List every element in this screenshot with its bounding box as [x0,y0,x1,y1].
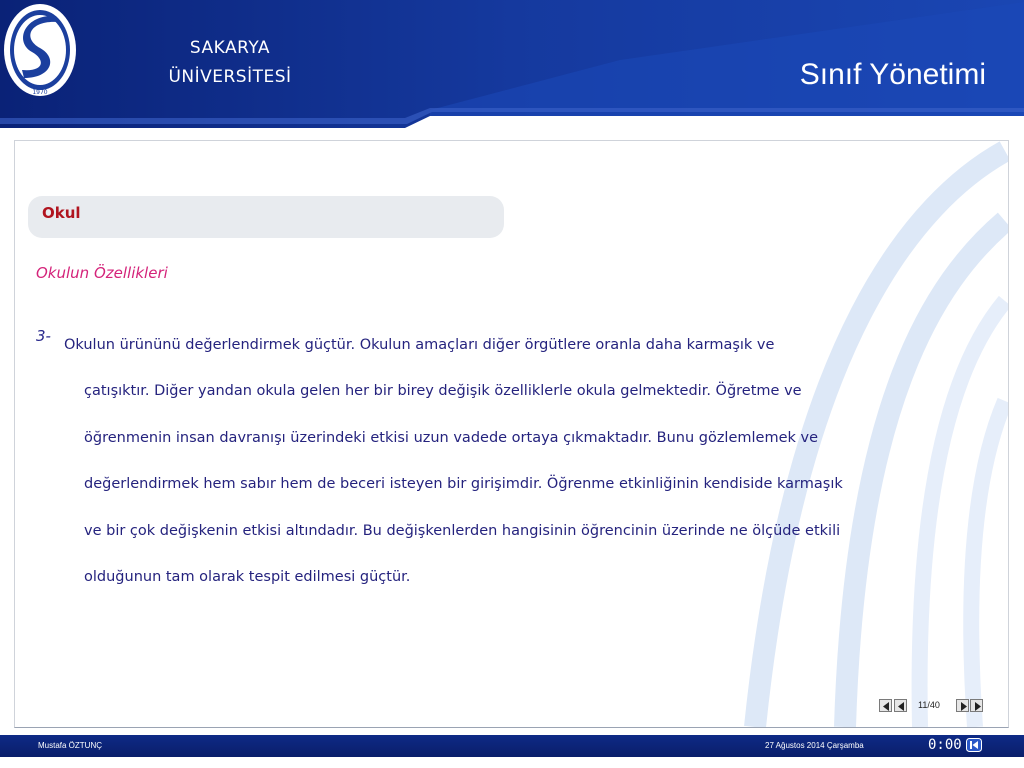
university-name-line1: SAKARYA [189,38,271,58]
paragraph-line: Okulun ürününü değerlendirmek güçtür. Okulun amaçları diğer örgütlere oranla daha karmaşık ve [64,337,775,353]
header-banner [0,0,1024,135]
previous-page-icon [896,701,907,712]
return-start-button[interactable] [966,738,982,752]
first-page-button[interactable] [879,699,892,712]
section-header-box [28,196,504,238]
last-page-button[interactable] [970,699,983,712]
footer-bar [0,735,1024,757]
page-title: Sınıf Yönetimi [799,58,986,91]
logo-year-text: 1970 [32,89,48,96]
subtitle: Okulun Özellikleri [36,264,168,282]
paragraph-line: öğrenmenin insan davranışı üzerindeki etkisi uzun vadede ortaya çıkmaktadır. Bunu gözlemlemek ve [84,429,819,446]
previous-page-button[interactable] [894,699,907,712]
paragraph-line: değerlendirmek hem sabır hem de beceri isteyen bir girişimdir. Öğrenme etkinliğinin kendiside karmaşık [84,476,843,493]
return-start-icon [966,738,982,752]
next-page-button[interactable] [956,699,969,712]
timer-display: 0:00 [928,737,962,753]
author-name: Mustafa ÖZTUNÇ [38,741,103,750]
body-paragraph [64,322,984,600]
footer-bottom-strip [0,757,1024,768]
paragraph-line: olduğunun tam olarak tespit edilmesi güçtür. [84,569,411,586]
paragraph-line: ve bir çok değişkenin etkisi altındadır. Bu değişkenlerden hangisinin öğrencinin üzerinde ne ölçüde etkili [84,522,841,539]
last-page-icon [972,701,983,712]
presentation-date: 27 Ağustos 2014 Çarşamba [765,741,864,750]
university-name-line2: ÜNİVERSİTESİ [168,67,292,87]
item-number: 3- [36,327,51,345]
paragraph-line: çatışıktır. Diğer yandan okula gelen her bir birey değişik özelliklerle okula gelmektedir. Öğretme ve [84,383,802,400]
university-logo-icon [0,0,80,100]
next-page-icon [958,701,969,712]
page-counter: 11/40 [918,700,940,710]
first-page-icon [881,701,892,712]
section-label: Okul [42,204,81,222]
